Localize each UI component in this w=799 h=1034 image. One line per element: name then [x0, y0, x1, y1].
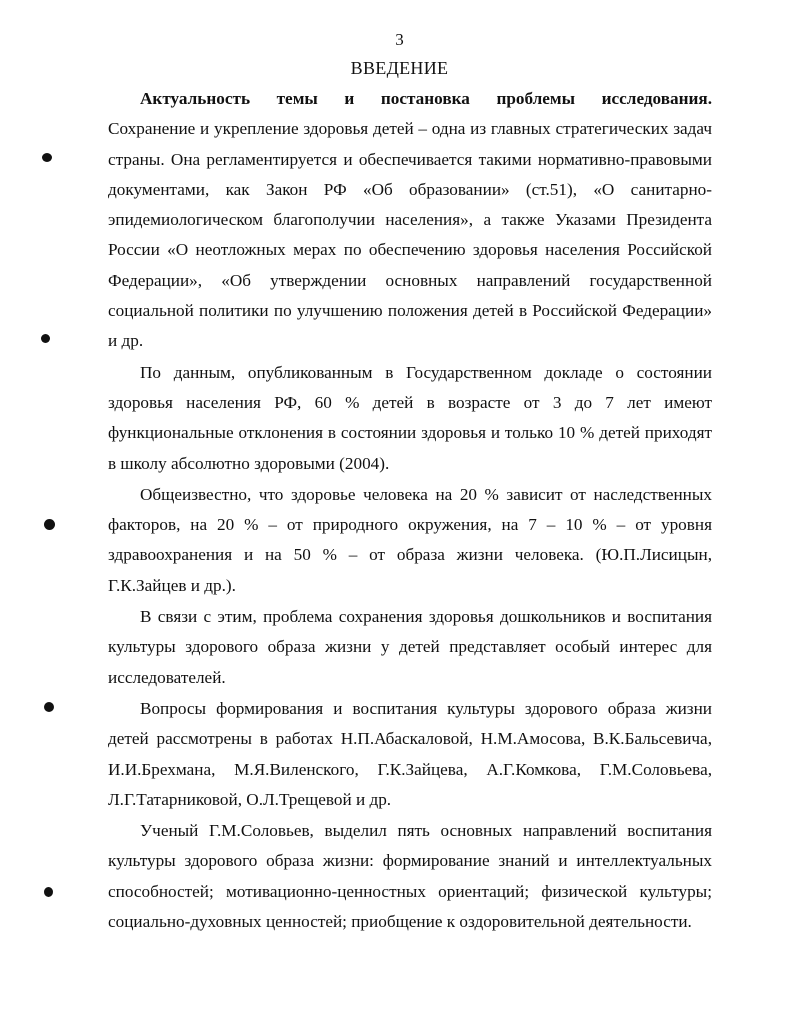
binder-hole-mark: [42, 153, 52, 162]
paragraph-relevance: [108, 84, 712, 357]
binder-hole-mark: [44, 519, 55, 530]
paragraph-researchers: Вопросы формирования и воспитания культуры здорового образа жизни детей рассмотрены в работах Н.П.Абаскаловой, Н.М.Амосова, В.К.Бальсевича, И.И.Брехмана, М.Я.Виленского, Г.К.Зайцева, А.Г.Комкова, Г.М.Соловьева, Л.Г.Татарниковой, О.Л.Трещевой и др.: [108, 698, 712, 809]
paragraph-relevance-text: Сохранение и укрепление здоровья детей – одна из главных стратегических задач страны. Она регламентируется и обеспечивается такими нормативно-правовыми документами, как Закон РФ «Об образовании» (ст.51), «О санитарно-эпидемиологическом благополучии населения», а также Указами Президента России «О неотложных мерах по обеспечению здоровья населения Российской Федерации», «Об утверждении основных направлений государственной социальной политики по улучшению положения детей в Российской Федерации» и др.: [108, 119, 712, 351]
binder-hole-mark: [44, 887, 53, 897]
body-text: [108, 84, 712, 937]
page-number: 3: [395, 30, 404, 49]
section-title: ВВЕДЕНИЕ: [350, 58, 449, 78]
binder-hole-mark: [44, 702, 54, 712]
paragraph-lead-heading: Актуальность темы и постановка проблемы исследования.: [140, 89, 712, 108]
paragraph-problem: В связи с этим, проблема сохранения здоровья дошкольников и воспитания культуры здорового образа жизни у детей представляет особый интерес для исследователей.: [108, 607, 712, 687]
paragraph-health-factors: Общеизвестно, что здоровье человека на 20 % зависит от наследственных факторов, на 20 % – от природного окружения, на 7 – 10 % – от уровня здравоохранения и на 50 % – от образа жизни человека. (Ю.П.Лисицын, Г.К.Зайцев и др.).: [108, 484, 712, 595]
paragraph-directions: Ученый Г.М.Соловьев, выделил пять основных направлений воспитания культуры здорового образа жизни: формирование знаний и интеллектуальных способностей; мотивационно-ценностных ориентаций; физической культуры; социально-духовных ценностей; приобщение к оздоровительной деятельности.: [108, 821, 712, 932]
paragraph-statistics: По данным, опубликованным в Государственном докладе о состоянии здоровья населения РФ, 60 % детей в возрасте от 3 до 7 лет имеют функциональные отклонения в состоянии здоровья и только 10 % детей приходят в школу абсолютно здоровыми (2004).: [108, 362, 712, 473]
binder-hole-mark: [41, 334, 50, 343]
